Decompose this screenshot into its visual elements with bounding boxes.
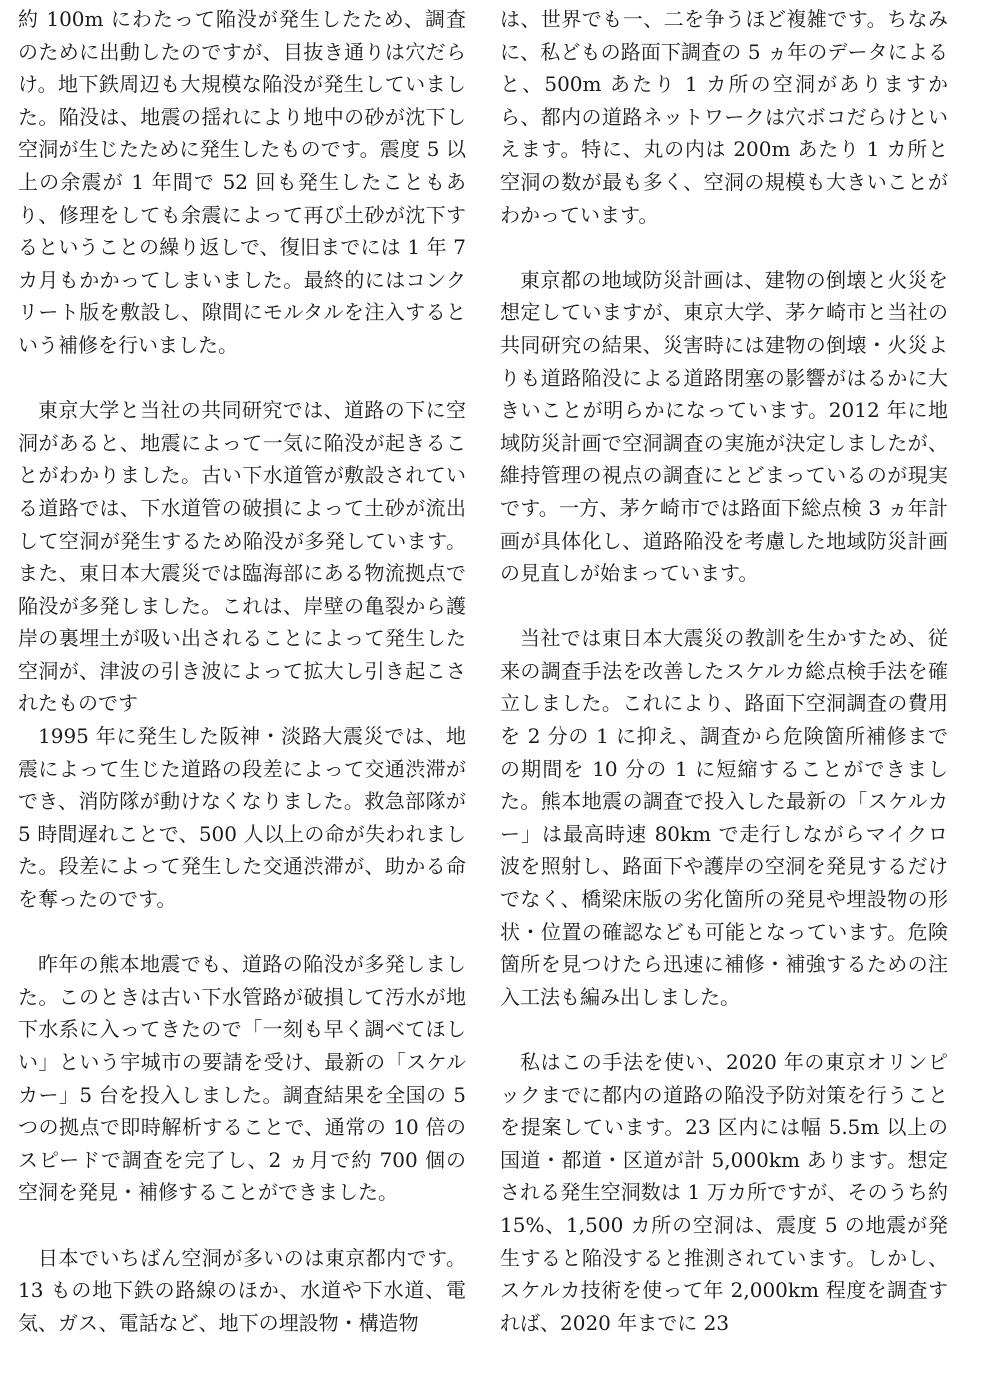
- paragraph: 約 100m にわたって陥没が発生したため、調査のために出動したのですが、目抜き通りは穴だらけ。地下鉄周辺も大規模な陥没が発生していました。陥没は、地震の揺れにより地中の砂が沈下し空洞が生じたために発生したものです。震度 5 以上の余震が 1 年間で 52 回も発生したこともあり、修理をしても余震によって再び土砂が沈下するということの繰り返しで、復旧までには 1 年 7 カ月もかかってしまいました。最終的にはコンクリート版を敷設し、隙間にモルタルを注入するという補修を行いました。: [18, 7, 466, 357]
- paragraph: 東京都の地域防災計画は、建物の倒壊と火災を想定していますが、東京大学、茅ケ崎市と当社の共同研究の結果、災害時には建物の倒壊・火災よりも道路陥没による道路閉塞の影響がはるかに大きいことが明らかになっています。2012 年に地域防災計画で空洞調査の実施が決定しましたが、維持管理の視点の調査にとどまっているのが現実です。一方、茅ケ崎市では路面下総点検 3 ヵ年計画が具体化し、道路陥没を考慮した地域防災計画の見直しが始まっています。: [500, 267, 948, 586]
- paragraph: 昨年の熊本地震でも、道路の陥没が多発しました。このときは古い下水管路が破損して汚水が地下水系に入ってきたので「一刻も早く調べてほしい」という宇城市の要請を受け、最新の「スケルカー」5 台を投入しました。調査結果を全国の 5 つの拠点で即時解析することで、通常の 10 倍のスピードで調査を完了し、2 ヵ月で約 700 個の空洞を発見・補修することができました。: [18, 952, 466, 1205]
- paragraph: 私はこの手法を使い、2020 年の東京オリンピックまでに都内の道路の陥没予防対策を行うことを提案しています。23 区内には幅 5.5m 以上の国道・都道・区道が計 5,000km あります。想定される発生空洞数は 1 万カ所ですが、そのうち約 15%、1,500 カ所の空洞は、震度 5 の地震が発生すると陥没すると推測されています。しかし、スケルカ技術を使って年 2,000km 程度を調査すれば、2020 年までに 23: [500, 1050, 948, 1335]
- paragraph-gap: [500, 590, 948, 623]
- paragraph: 1995 年に発生した阪神・淡路大震災では、地震によって生じた道路の段差によって交通渋滞ができ、消防隊が動けなくなりました。救急部隊が 5 時間遅れことで、500 人以上の命が失われました。段差によって発生した交通渋滞が、助かる命を奪ったのです。: [18, 724, 466, 912]
- paragraph-gap: [18, 1209, 466, 1242]
- paragraph: 東京大学と当社の共同研究では、道路の下に空洞があると、地震によって一気に陥没が起きることがわかりました。古い下水道管が敷設されている道路では、下水道管の破損によって土砂が流出して空洞が発生するため陥没が多発しています。また、東日本大震災では臨海部にある物流拠点で陥没が多発しました。これは、岸壁の亀裂から護岸の裏埋土が吸い出されることによって発生した空洞が、津波の引き波によって拡大し引き起こされたものです: [18, 398, 466, 716]
- paragraph-gap: [18, 362, 466, 395]
- paragraph-gap: [500, 1013, 948, 1046]
- paragraph-gap: [18, 916, 466, 949]
- paragraph: 日本でいちばん空洞が多いのは東京都内です。13 もの地下鉄の路線のほか、水道や下水道、電気、ガス、電話など、地下の埋設物・構造物: [18, 1245, 466, 1335]
- left-column: [18, 3, 466, 1339]
- paragraph: は、世界でも一、二を争うほど複雑です。ちなみに、私どもの路面下調査の 5 ヵ年のデータによると、500m あたり 1 カ所の空洞がありますから、都内の道路ネットワークは穴ボコだらけといえます。特に、丸の内は 200m あたり 1 カ所と空洞の数が最も多く、空洞の規模も大きいことがわかっています。: [500, 7, 948, 227]
- paragraph-gap: [500, 231, 948, 264]
- paragraph: 当社では東日本大震災の教訓を生かすため、従来の調査手法を改善したスケルカ総点検手法を確立しました。これにより、路面下空洞調査の費用を 2 分の 1 に抑え、調査から危険箇所補修までの期間を 10 分の 1 に短縮することができました。熊本地震の調査で投入した最新の「スケルカー」は最高時速 80km で走行しながらマイクロ波を照射し、路面下や護岸の空洞を発見するだけでなく、橋梁床版の劣化箇所の発見や埋設物の形状・位置の確認なども可能となっています。危険箇所を見つけたら迅速に補修・補強するための注入工法も編み出しました。: [500, 626, 948, 1009]
- right-column: [500, 3, 948, 1339]
